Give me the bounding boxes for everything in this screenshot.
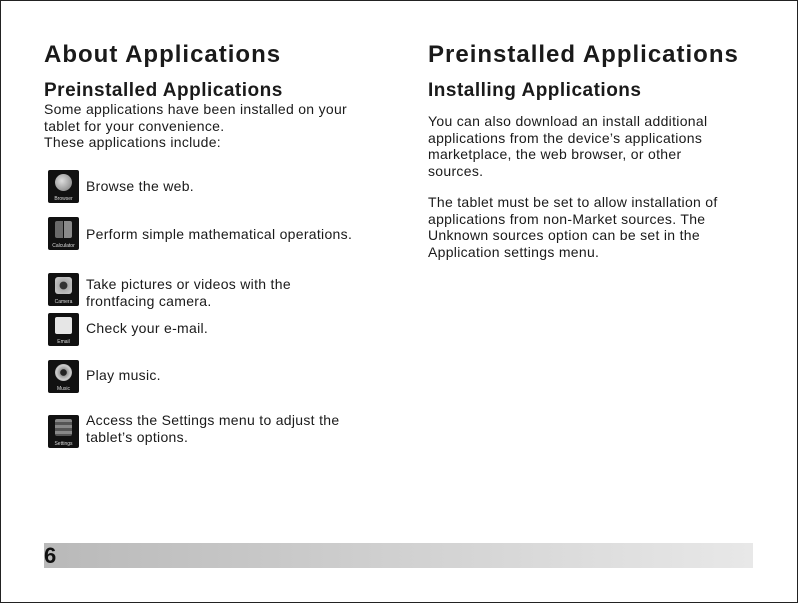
music-icon [48, 360, 79, 393]
desc-line: Perform simple mathematical operations. [86, 226, 353, 242]
icon-label: Browser [54, 196, 73, 202]
para-line: marketplace, the web browser, or other [428, 146, 682, 162]
app-description [86, 226, 352, 243]
icon-label: Camera [54, 299, 73, 305]
app-description [86, 320, 208, 337]
para-line: The tablet must be set to allow installation of [428, 194, 718, 210]
desc-line: frontfacing camera. [86, 292, 212, 309]
desc-line: Access the Settings menu to adjust the [86, 412, 340, 428]
para-line: Application settings menu. [428, 243, 600, 260]
settings-icon [48, 415, 79, 448]
app-description [86, 367, 161, 384]
icon-label: Settings [54, 441, 73, 447]
icon-label: Calculator [52, 243, 75, 249]
desc-line: Play music. [86, 367, 161, 383]
browser-icon [48, 170, 79, 203]
right-paragraph-1 [428, 113, 707, 179]
intro-line: These applications include: [44, 134, 221, 150]
footer-bar [44, 543, 753, 568]
page-number: 6 [44, 543, 57, 568]
desc-line: Check your e-mail. [86, 320, 209, 336]
desc-line: Take pictures or videos with the [86, 276, 291, 292]
para-line: applications from the device’s applications [428, 129, 703, 146]
left-subtitle: Preinstalled Applications [44, 80, 283, 101]
email-icon [48, 313, 79, 346]
left-title: About Applications [44, 41, 282, 68]
para-line: You can also download an install additional [428, 113, 708, 129]
left-intro [44, 101, 347, 151]
app-description [86, 178, 194, 195]
icon-label: Email [57, 339, 70, 345]
intro-line: Some applications have been installed on your [44, 101, 348, 117]
desc-line: tablet’s options. [86, 428, 189, 445]
para-line: Unknown sources option can be set in the [428, 227, 700, 243]
para-line: sources. [428, 162, 484, 179]
right-title: Preinstalled Applications [428, 41, 739, 68]
app-description [86, 412, 339, 445]
right-paragraph-2 [428, 194, 718, 260]
icon-label: Music [56, 386, 71, 392]
right-subtitle: Installing Applications [428, 80, 642, 101]
desc-line: Browse the web. [86, 178, 194, 194]
calculator-icon [48, 217, 79, 250]
intro-line: tablet for your convenience. [44, 117, 225, 134]
para-line: applications from non-Market sources. The [428, 210, 706, 227]
camera-icon [48, 273, 79, 306]
app-description [86, 276, 291, 309]
